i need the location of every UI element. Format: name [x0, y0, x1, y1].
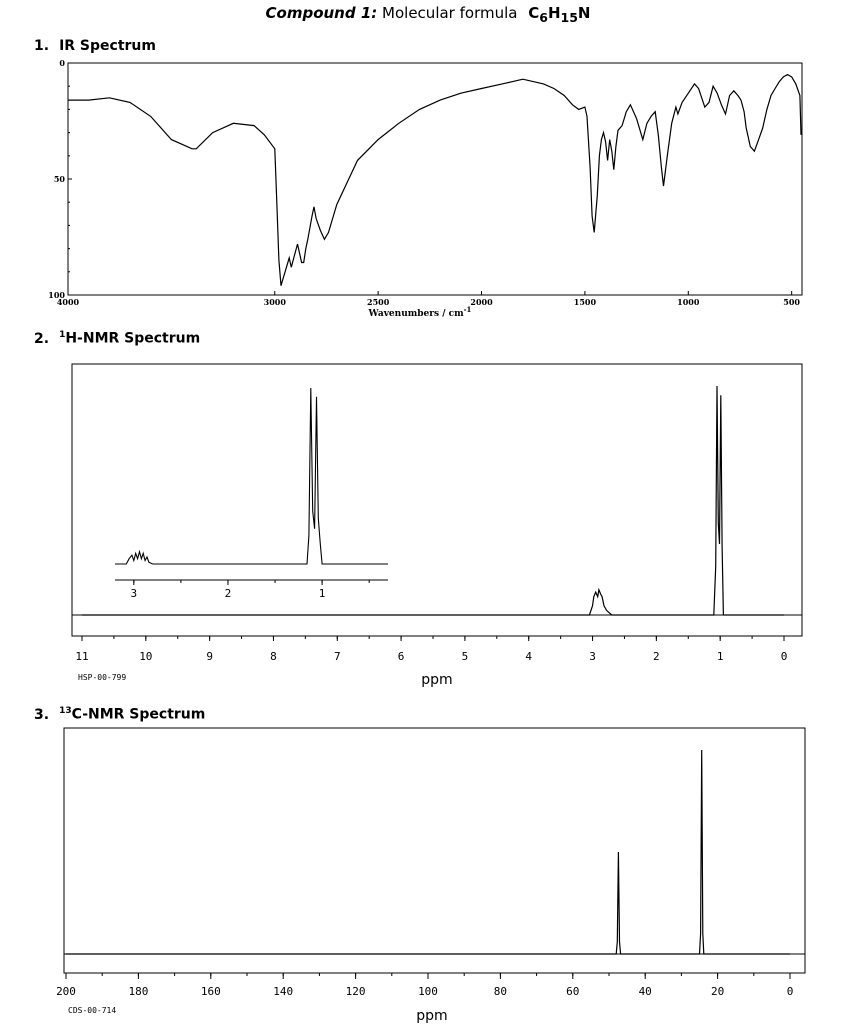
inset-tick-label: 2	[224, 587, 232, 600]
hnmr-x-tick-label: 7	[333, 650, 341, 663]
ir-y-tick-label: 0	[59, 58, 65, 68]
hnmr-spectrum-code: HSP-00-799	[78, 673, 127, 682]
cnmr-plot-frame	[64, 728, 805, 973]
hnmr-x-tick-label: 5	[461, 650, 469, 663]
hnmr-x-tick-label: 6	[397, 650, 405, 663]
hnmr-chart	[72, 364, 802, 688]
hnmr-x-tick-label: 0	[780, 650, 788, 663]
cnmr-x-tick-label: 120	[345, 985, 366, 998]
cnmr-x-tick-label: 160	[200, 985, 221, 998]
ir-y-tick-label: 100	[48, 290, 65, 300]
inset-spectrum-trace	[115, 388, 388, 564]
molecular-formula: $C_6H_{15}N$	[528, 4, 591, 25]
ir-x-tick-label: 1500	[573, 297, 597, 307]
ir-x-tick-label: 4000	[56, 297, 80, 307]
cnmr-x-axis-label: ppm	[416, 1008, 448, 1024]
hnmr-x-tick-label: 9	[206, 650, 213, 663]
hnmr-x-tick-label: 3	[589, 650, 596, 663]
hnmr-x-tick-label: 11	[75, 650, 89, 663]
ir-x-tick-label: 500	[783, 297, 801, 307]
hnmr-x-tick-label: 2	[653, 650, 660, 663]
section-hnmr-heading: 2. $^1$H-NMR Spectrum	[34, 330, 201, 347]
hnmr-plot-frame	[72, 364, 802, 636]
ir-x-axis-label: Wavenumbers / $cm^{-1}$	[368, 305, 472, 319]
cnmr-x-tick-label: 0	[786, 985, 794, 998]
cnmr-spectrum-code: CDS-00-714	[68, 1006, 117, 1015]
hnmr-x-tick-label: 10	[139, 650, 153, 663]
compound-label: Compound 1:	[265, 4, 378, 22]
cnmr-spectrum-trace	[66, 750, 790, 954]
ir-x-axis	[57, 291, 801, 307]
hnmr-x-tick-label: 8	[270, 650, 277, 663]
cnmr-x-tick-label: 20	[710, 985, 725, 998]
ir-x-tick-label: 1000	[677, 297, 700, 307]
formula-prefix: Molecular formula	[382, 4, 518, 22]
cnmr-x-tick-label: 200	[56, 985, 76, 998]
inset-tick-label: 3	[130, 587, 138, 600]
hnmr-spectrum-trace	[82, 386, 784, 615]
ir-y-tick-label: 50	[53, 174, 65, 184]
inset-ticks	[131, 580, 370, 600]
cnmr-x-tick-label: 60	[566, 985, 580, 998]
cnmr-x-tick-label: 40	[638, 985, 652, 998]
cnmr-x-tick-label: 140	[273, 985, 294, 998]
inset-tick-label: 1	[318, 587, 326, 600]
hnmr-x-tick-label: 4	[525, 650, 533, 663]
hnmr-x-axis	[75, 636, 787, 663]
cnmr-chart	[56, 728, 805, 1024]
hnmr-x-axis-label: ppm	[421, 672, 453, 688]
ir-spectrum-trace	[68, 75, 801, 286]
section-cnmr-heading: 3. $^{13}$C-NMR Spectrum	[34, 706, 206, 723]
cnmr-x-axis	[56, 973, 793, 998]
cnmr-x-tick-label: 180	[128, 985, 149, 998]
section-ir-heading: 1. IR Spectrum	[34, 38, 156, 54]
cnmr-x-tick-label: 100	[418, 985, 438, 998]
ir-plot-frame	[68, 63, 802, 295]
hnmr-expansion-inset	[115, 388, 388, 600]
ir-x-tick-label: 2000	[470, 297, 493, 307]
hnmr-x-tick-label: 1	[716, 650, 724, 663]
ir-x-tick-label: 3000	[263, 297, 286, 307]
cnmr-x-tick-label: 80	[493, 985, 508, 998]
ir-chart	[48, 58, 802, 319]
ir-x-tick-label: 2500	[367, 297, 390, 307]
